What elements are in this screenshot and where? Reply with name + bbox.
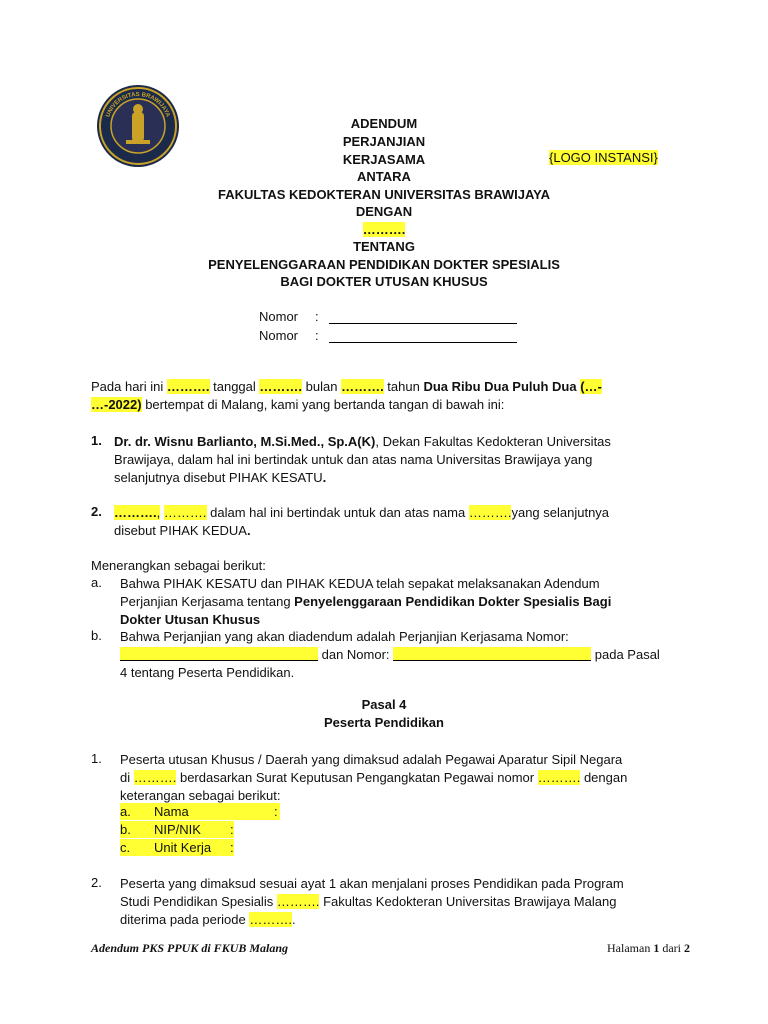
- nomor-label: Nomor: [259, 328, 299, 343]
- title-subject: PENYELENGGARAAN PENDIDIKAN DOKTER SPESIALIS: [208, 257, 560, 272]
- party2-paragraph: ………., ………. dalam hal ini bertindak untuk dan atas nama ……….yang selanjutnya disebut PIHAK KEDUA.: [114, 505, 610, 538]
- nomor-blank-line: [329, 330, 517, 343]
- item2-paragraph: Peserta yang dimaksud sesuai ayat 1 akan menjalani proses Pendidikan pada Program Studi Pendidikan Spesialis ………. Fakultas Kedokteran Universitas Brawijaya Malang diterima pada periode ………..: [120, 876, 624, 927]
- title-dengan: DENGAN: [355, 204, 413, 219]
- item1-number: 1.: [91, 751, 102, 766]
- logo-instansi-placeholder: {LOGO INSTANSI}: [549, 150, 658, 165]
- explain-a-letter: a.: [91, 575, 102, 590]
- footer-page-number: Halaman 1 dari 2: [607, 941, 690, 955]
- intro-paragraph: Pada hari ini ………. tanggal ………. bulan ………. tahun Dua Ribu Dua Puluh Dua (…- …-2022) bertempat di Malang, kami yang bertanda tangan di bawah ini:: [91, 379, 602, 412]
- pasal-subtitle: Peserta Pendidikan: [324, 715, 444, 730]
- nomor-colon: :: [315, 328, 319, 343]
- explain-a-paragraph: Bahwa PIHAK KESATU dan PIHAK KEDUA telah sepakat melaksanakan Adendum Perjanjian Kerjasama tentang Penyelenggaraan Pendidikan Dokter Spesialis Bagi Dokter Utusan Khusus: [120, 576, 612, 627]
- nomor-fill-2: [393, 647, 591, 661]
- svg-text:UNIVERSITAS BRAWIJAYA: UNIVERSITAS BRAWIJAYA: [105, 91, 171, 119]
- footer-document-title: Adendum PKS PPUK di FKUB Malang: [91, 941, 289, 955]
- party1-number: 1.: [91, 433, 102, 448]
- party1-paragraph: Dr. dr. Wisnu Barlianto, M.Si.Med., Sp.A(K), Dekan Fakultas Kedokteran Universitas Brawijaya, dalam hal ini bertindak untuk dan atas nama Universitas Brawijaya yang selanjutnya disebut PIHAK KESATU.: [114, 434, 611, 485]
- title-subject-2: BAGI DOKTER UTUSAN KHUSUS: [280, 274, 488, 289]
- title-fakultas: FAKULTAS KEDOKTERAN UNIVERSITAS BRAWIJAYA: [217, 187, 550, 202]
- sub-item-nama: a. Nama :: [120, 803, 280, 820]
- item2-number: 2.: [91, 875, 102, 890]
- explain-b-paragraph: Bahwa Perjanjian yang akan diadendum adalah Perjanjian Kerjasama Nomor: dan Nomor: pada Pasal 4 tentang Peserta Pendidikan.: [120, 629, 660, 680]
- item1-paragraph: Peserta utusan Khusus / Daerah yang dimaksud adalah Pegawai Aparatur Sipil Negara di ………. berdasarkan Surat Keputusan Pengangkatan Pegawai nomor ………. dengan keterangan sebagai berikut:: [120, 752, 628, 803]
- party2-number: 2.: [91, 504, 102, 519]
- sub-item-nip: b. NIP/NIK :: [120, 822, 234, 837]
- nomor-row-2: [259, 328, 517, 343]
- pasal-title: Pasal 4: [361, 697, 407, 712]
- explain-heading: Menerangkan sebagai berikut:: [91, 558, 266, 573]
- nomor-colon: :: [315, 309, 319, 324]
- nomor-fill-1: [120, 647, 318, 661]
- nomor-label: Nomor: [259, 309, 299, 324]
- nomor-row-1: [259, 309, 517, 324]
- title-partner-blank: ……….: [362, 222, 406, 237]
- title-tentang: TENTANG: [353, 239, 415, 254]
- nomor-blank-line: [329, 311, 517, 324]
- title-adendum: ADENDUM: [350, 116, 418, 131]
- explain-b-letter: b.: [91, 628, 102, 643]
- title-perjanjian: PERJANJIAN: [342, 134, 426, 149]
- sub-item-unit-kerja: c. Unit Kerja :: [120, 840, 234, 855]
- title-antara: ANTARA: [357, 169, 411, 184]
- title-kerjasama: KERJASAMA: [342, 152, 426, 167]
